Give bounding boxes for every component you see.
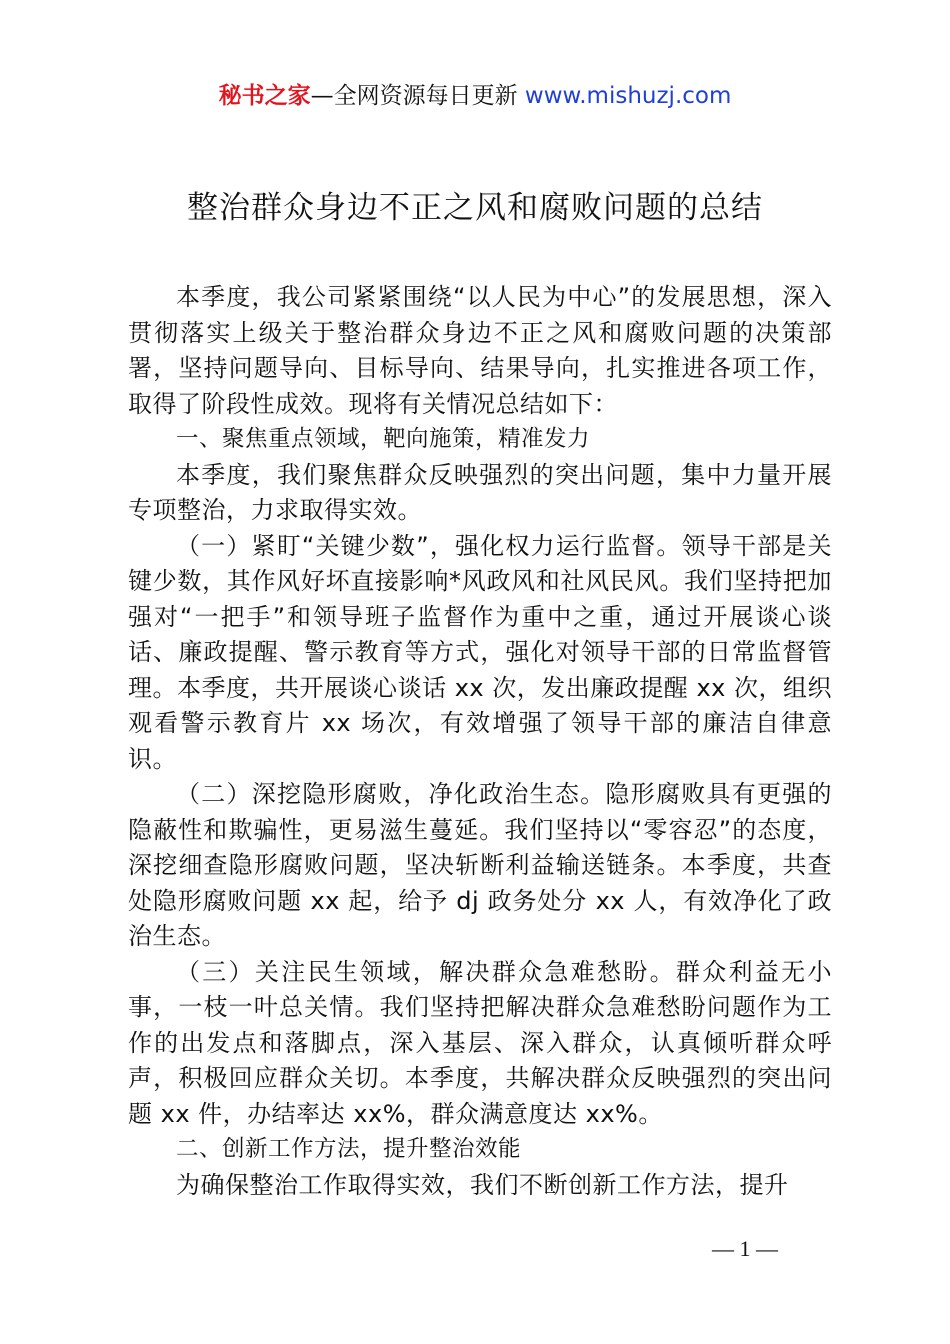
- subsection-1-paragraph: （一）紧盯“关键少数”，强化权力运行监督。领导干部是关键少数，其作风好坏直接影响*风政风和社风民风。我们坚持把加强对“一把手”和领导班子监督作为重中之重，通过开展谈心谈话、廉政提醒、警示教育等方式，强化对领导干部的日常监督管理。本季度，共开展谈心谈话 xx 次，发出廉政提醒 xx 次，组织观看警示教育片 xx 场次，有效增强了领导干部的廉洁自律意识。: [128, 531, 832, 773]
- site-header: [0, 80, 950, 112]
- intro-paragraph: 本季度，我公司紧紧围绕“以人民为中心”的发展思想，深入贯彻落实上级关于整治群众身边不正之风和腐败问题的决策部署，坚持问题导向、目标导向、结果导向，扎实推进各项工作，取得了阶段性成效。现将有关情况总结如下：: [128, 283, 832, 418]
- section-heading-2: 二、创新工作方法，提升整治效能: [176, 1136, 522, 1162]
- section-heading-1: 一、聚焦重点领域，靶向施策，精准发力: [176, 426, 591, 452]
- subsection-3-paragraph: （三）关注民生领域，解决群众急难愁盼。群众利益无小事，一枝一叶总关情。我们坚持把解决群众急难愁盼问题作为工作的出发点和落脚点，深入基层、深入群众，认真倾听群众呼声，积极回应群众关切。本季度，共解决群众反映强烈的突出问题 xx 件，办结率达 xx%，群众满意度达 xx%。: [128, 957, 832, 1128]
- brand-name: 秘书之家: [218, 83, 311, 109]
- page-number: — 1 —: [712, 1236, 778, 1261]
- document-title: 整治群众身边不正之风和腐败问题的总结: [187, 190, 763, 226]
- section-1-intro-paragraph: 本季度，我们聚焦群众反映强烈的突出问题，集中力量开展专项整治，力求取得实效。: [128, 460, 832, 524]
- header-tagline: —全网资源每日更新: [310, 83, 525, 109]
- subsection-2-paragraph: （二）深挖隐形腐败，净化政治生态。隐形腐败具有更强的隐蔽性和欺骗性，更易滋生蔓延。我们坚持以“零容忍”的态度，深挖细查隐形腐败问题，坚决斩断利益输送链条。本季度，共查处隐形腐败问题 xx 起，给予 dj 政务处分 xx 人，有效净化了政治生态。: [128, 780, 832, 950]
- document-body: [128, 280, 832, 1203]
- section-2-intro-paragraph: 为确保整治工作取得实效，我们不断创新工作方法，提升: [176, 1170, 789, 1199]
- site-url-link[interactable]: www.mishuzj.com: [524, 83, 732, 109]
